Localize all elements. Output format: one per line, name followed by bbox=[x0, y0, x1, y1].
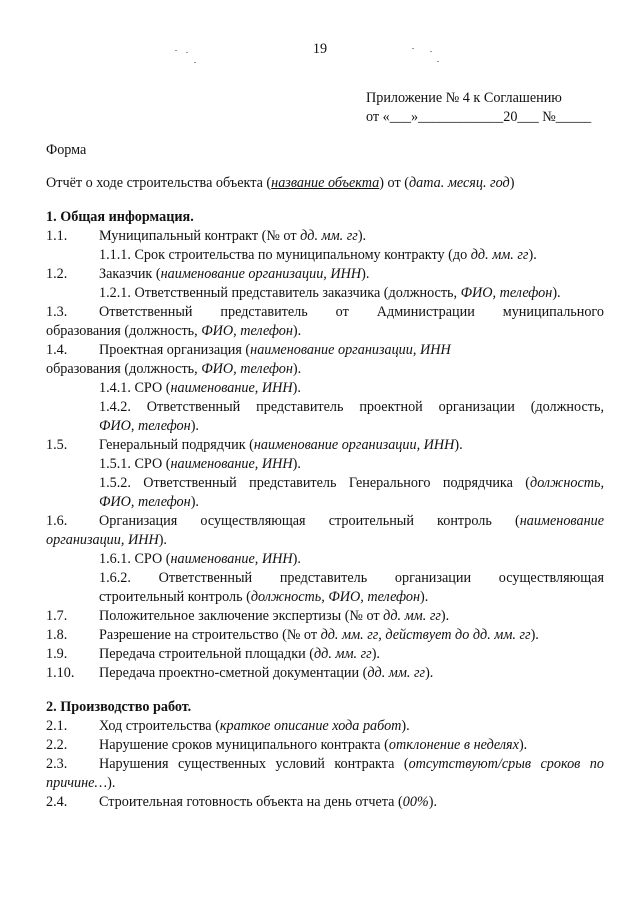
item-1-6-1: 1.6.1. СРО (наименование, ИНН). bbox=[99, 551, 301, 567]
item-1-1: Муниципальный контракт (№ от дд. мм. гг). bbox=[99, 228, 367, 244]
item-1-6-2-line-1: 1.6.2. Ответственный представитель организации осуществляющая bbox=[99, 570, 604, 586]
item-1-6-line-2: организации, ИНН). bbox=[46, 532, 167, 548]
page-number: 19 bbox=[312, 41, 328, 57]
item-1-5-1: 1.5.1. СРО (наименование, ИНН). bbox=[99, 456, 301, 472]
form-label: Форма bbox=[46, 142, 87, 158]
item-2-3-line-2: причине…). bbox=[46, 775, 116, 791]
section-1-heading: 1. Общая информация. bbox=[46, 209, 194, 225]
document-title: Отчёт о ходе строительства объекта (название объекта) от (дата. месяц. год) bbox=[46, 175, 515, 191]
item-1-7: Положительное заключение экспертизы (№ от дд. мм. гг). bbox=[99, 608, 450, 624]
item-num: 1.9. bbox=[46, 646, 68, 662]
item-num: 1.4. bbox=[46, 342, 68, 358]
item-1-5: Генеральный подрядчик (наименование организации, ИНН). bbox=[99, 437, 463, 453]
appendix-line-2: от «___»____________20___ №_____ bbox=[366, 109, 592, 125]
item-num: 1.7. bbox=[46, 608, 68, 624]
item-2-1: Ход строительства (краткое описание хода работ). bbox=[99, 718, 410, 734]
item-num: 1.1. bbox=[46, 228, 68, 244]
item-num: 1.3. bbox=[46, 304, 68, 320]
item-1-1-1: 1.1.1. Срок строительства по муниципальному контракту (до дд. мм. гг). bbox=[99, 247, 537, 263]
item-num: 2.1. bbox=[46, 718, 68, 734]
item-2-3-line-1: Нарушения существенных условий контракта (отсутствуют/срыв сроков по bbox=[99, 756, 604, 772]
item-2-4: Строительная готовность объекта на день отчета (00%). bbox=[99, 794, 438, 810]
item-1-10: Передача проектно-сметной документации (дд. мм. гг). bbox=[99, 665, 434, 681]
item-1-2: Заказчик (наименование организации, ИНН). bbox=[99, 266, 370, 282]
item-1-4: Проектная организация (наименование организации, ИНН bbox=[99, 342, 451, 358]
item-2-2: Нарушение сроков муниципального контракта (отклонение в неделях). bbox=[99, 737, 528, 753]
appendix-line-1: Приложение № 4 к Соглашению bbox=[366, 90, 562, 106]
item-num: 2.3. bbox=[46, 756, 68, 772]
item-1-6-2-line-2: строительный контроль (должность, ФИО, телефон). bbox=[99, 589, 429, 605]
item-num: 1.5. bbox=[46, 437, 68, 453]
item-1-9: Передача строительной площадки (дд. мм. гг). bbox=[99, 646, 380, 662]
item-1-4-2-line-1: 1.4.2. Ответственный представитель проектной организации (должность, bbox=[99, 399, 604, 415]
item-num: 1.6. bbox=[46, 513, 68, 529]
item-num: 2.4. bbox=[46, 794, 68, 810]
item-num: 1.8. bbox=[46, 627, 68, 643]
section-2-heading: 2. Производство работ. bbox=[46, 699, 192, 715]
item-num: 2.2. bbox=[46, 737, 68, 753]
item-1-4-extra: образования (должность, ФИО, телефон). bbox=[46, 361, 302, 377]
item-1-5-2-line-2: ФИО, телефон). bbox=[99, 494, 199, 510]
item-1-8: Разрешение на строительство (№ от дд. мм. гг, действует до дд. мм. гг). bbox=[99, 627, 539, 643]
item-1-6-line-1: Организация осуществляющая строительный контроль (наименование bbox=[99, 513, 604, 529]
item-1-3-line-1: Ответственный представитель от Администрации муниципального bbox=[99, 304, 604, 320]
item-1-3-line-2: образования (должность, ФИО, телефон). bbox=[46, 323, 302, 339]
item-num: 1.10. bbox=[46, 665, 75, 681]
item-1-5-2-line-1: 1.5.2. Ответственный представитель Генерального подрядчика (должность, bbox=[99, 475, 604, 491]
object-name-placeholder: название объекта bbox=[271, 175, 380, 191]
item-1-2-1: 1.2.1. Ответственный представитель заказчика (должность, ФИО, телефон). bbox=[99, 285, 561, 301]
item-num: 1.2. bbox=[46, 266, 68, 282]
item-1-4-2-line-2: ФИО, телефон). bbox=[99, 418, 199, 434]
item-1-4-1: 1.4.1. СРО (наименование, ИНН). bbox=[99, 380, 301, 396]
